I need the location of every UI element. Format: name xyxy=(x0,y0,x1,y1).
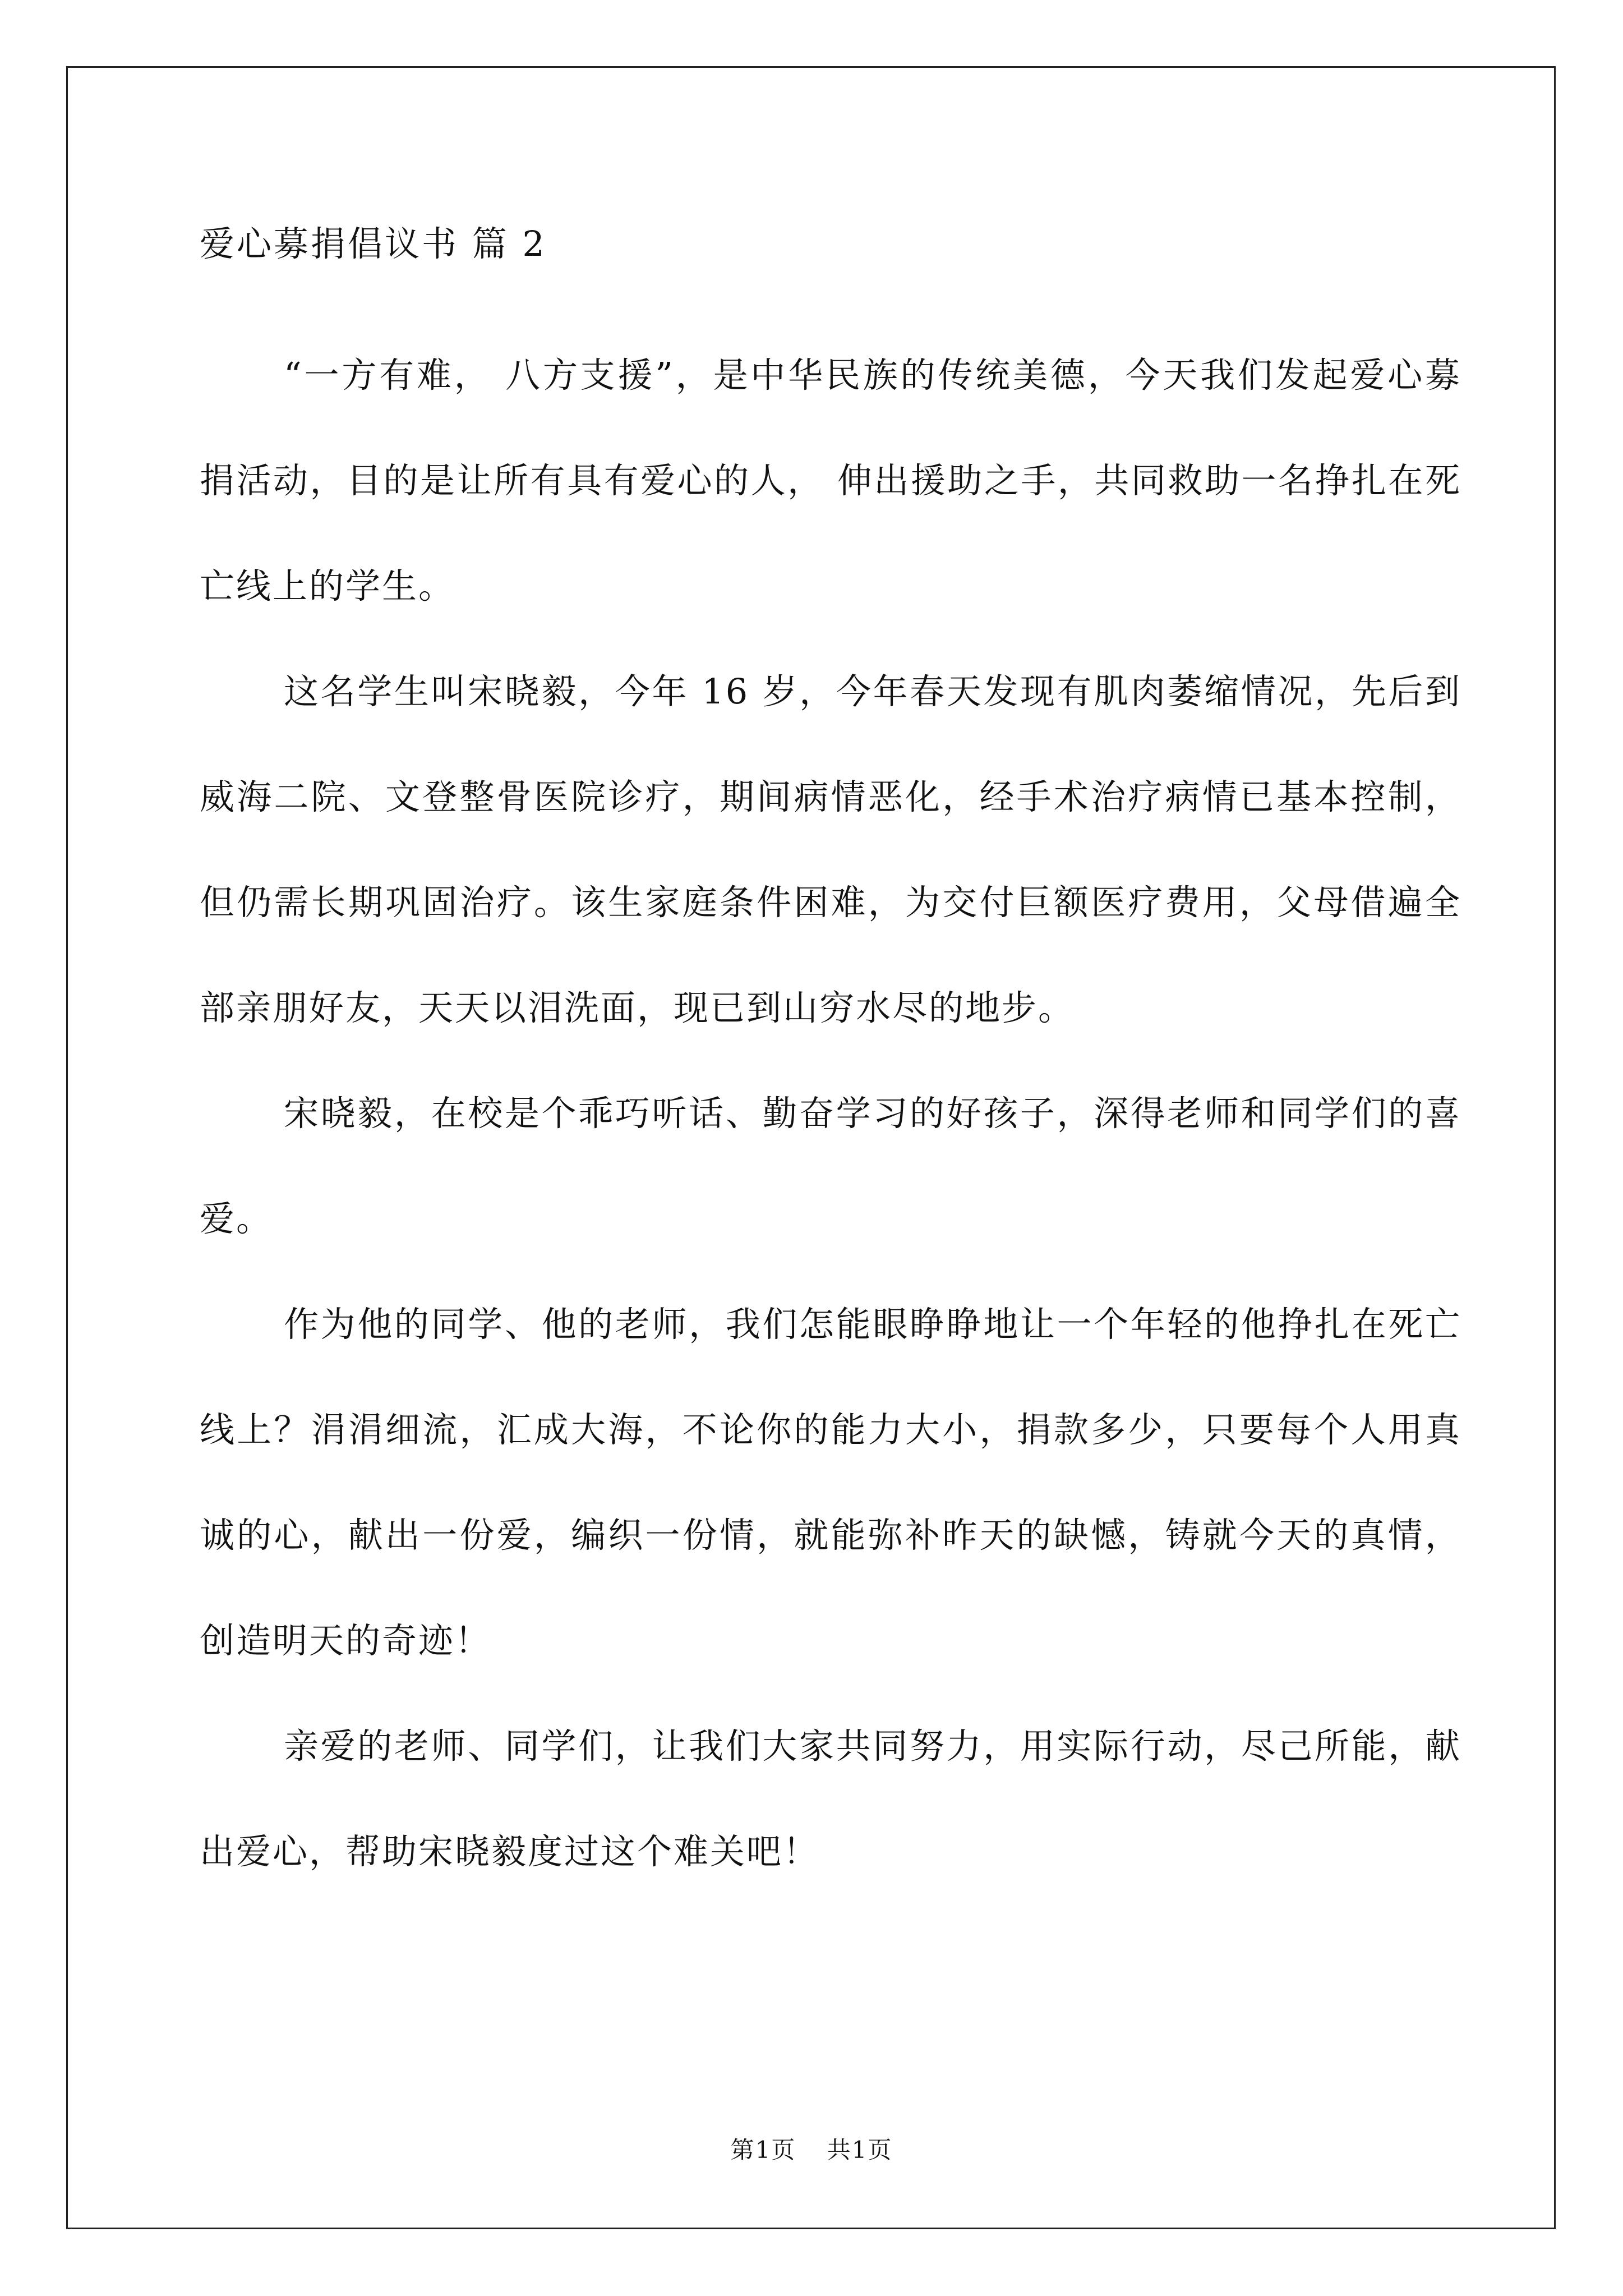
paragraph-student-situation: 这名学生叫宋晓毅，今年 16 岁，今年春天发现有肌肉萎缩情况，先后到威海二院、文登整骨医院诊疗，期间病情恶化，经手术治疗病情已基本控制，但仍需长期巩固治疗。该生家庭条件困难，为交付巨额医疗费用，父母借遍全部亲朋好友，天天以泪洗面，现已到山穷水尽的地步。 xyxy=(200,671,1461,1028)
paragraph-student-character: 宋晓毅，在校是个乖巧听话、勤奋学习的好孩子，深得老师和同学们的喜爱。 xyxy=(200,1093,1461,1239)
paragraph-intro: “一方有难， 八方支援”，是中华民族的传统美德，今天我们发起爱心募捐活动，目的是让所有具有爱心的人， 伸出援助之手，共同救助一名挣扎在死亡线上的学生。 xyxy=(200,355,1461,606)
document-body xyxy=(200,216,1461,1904)
document-title: 爱心募捐倡议书 篇 2 xyxy=(200,223,547,264)
page-footer xyxy=(0,2132,1623,2165)
paragraph-closing: 亲爱的老师、同学们，让我们大家共同努力，用实际行动，尽己所能，献出爱心，帮助宋晓毅度过这个难关吧！ xyxy=(200,1726,1461,1872)
paragraph-appeal: 作为他的同学、他的老师，我们怎能眼睁睁地让一个年轻的他挣扎在死亡线上？涓涓细流，汇成大海，不论你的能力大小，捐款多少，只要每个人用真诚的心，献出一份爱，编织一份情，就能弥补昨天的缺憾，铸就今天的真情，创造明天的奇迹！ xyxy=(200,1304,1461,1661)
page-number-total: 共1页 xyxy=(827,2136,893,2164)
page-number-current: 第1页 xyxy=(730,2136,796,2164)
